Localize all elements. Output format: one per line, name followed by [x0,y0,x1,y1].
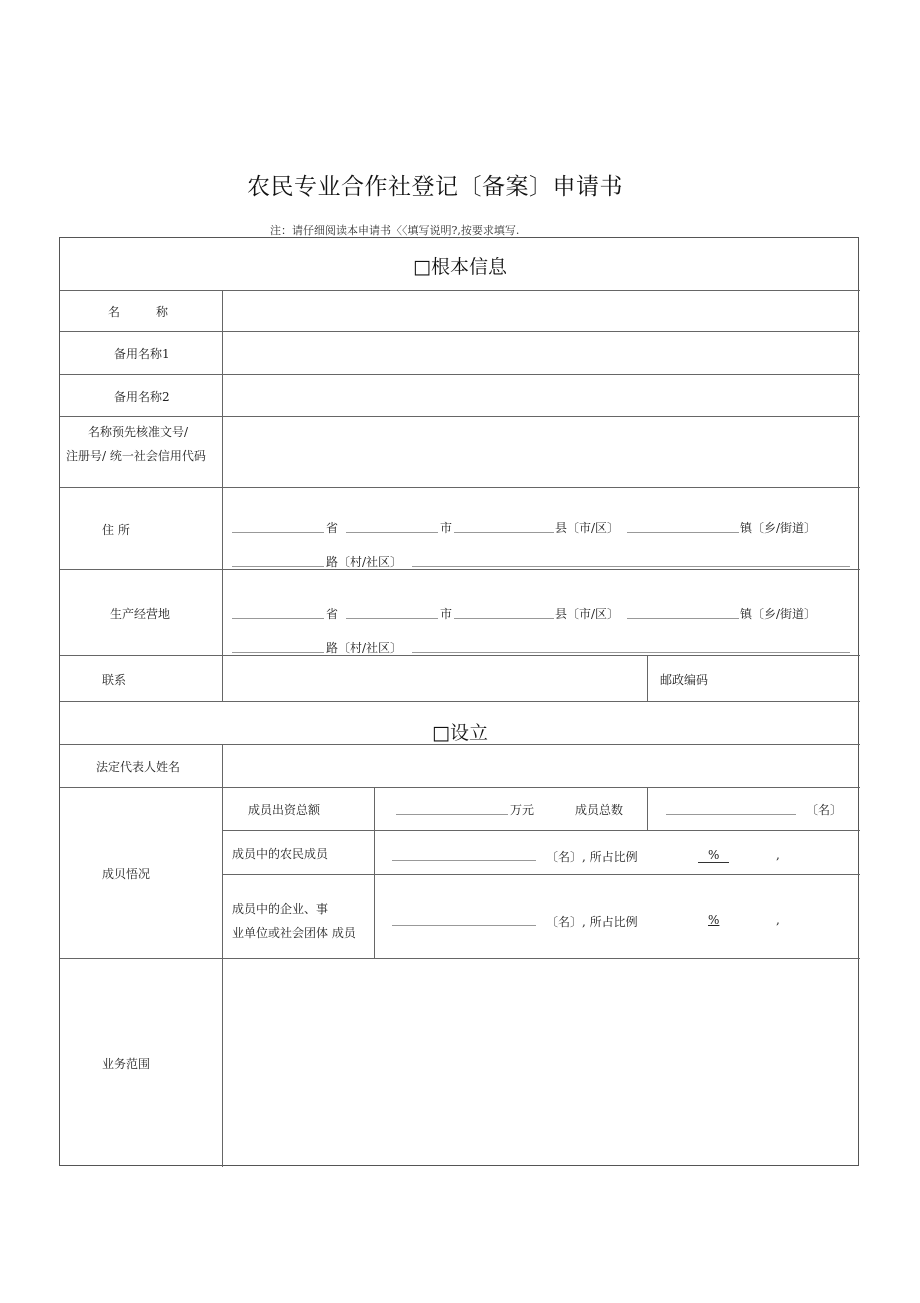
residence-road-text: 路〔村/社区〕 [326,555,403,569]
form-note: 注：请仔细阅读本申请书〈〈填写说明?,按要求填写. [270,224,520,237]
corp-comma: , [776,913,780,927]
form-title: 农民专业合作社登记〔备案〕申请书 [247,174,623,200]
residence-city-line[interactable] [346,532,438,533]
corp-members-line[interactable] [392,925,536,926]
farmer-comma: , [776,848,780,862]
farmer-ratio-text: 〔名〕, 所占比例 [546,850,638,864]
capital-unit: 万元 [510,803,535,817]
label-farmer-members: 成员中的农民成员 [232,847,329,861]
production-town-text: 镇〔乡/街道〕 [740,607,817,621]
production-city-line[interactable] [346,618,438,619]
corp-ratio-text: 〔名〕, 所占比例 [546,915,638,929]
production-province-text: 省 [326,607,339,621]
label-alt-name-1: 备用名称1 [114,347,170,361]
label-code-line2: 注册号/ 统一社会信用代码 [66,449,206,463]
residence-road-line[interactable] [232,566,324,567]
residence-city-text: 市 [440,521,453,535]
capital-total-line[interactable] [396,814,508,815]
production-road-text: 路〔村/社区〕 [326,641,403,655]
residence-province-line[interactable] [232,532,324,533]
label-legal-rep: 法定代表人姓名 [96,760,181,774]
member-total-unit: 〔名〕 [806,803,843,817]
label-postcode: 邮政编码 [660,673,709,687]
label-code-line1: 名称预先核准文号/ [88,425,189,439]
production-province-line[interactable] [232,618,324,619]
production-city-text: 市 [440,607,453,621]
residence-province-text: 省 [326,521,339,535]
label-capital-total: 成员出资总额 [248,803,321,817]
corp-percent[interactable]: % [708,913,720,927]
application-form [59,237,859,1166]
production-detail-line[interactable] [412,652,850,653]
production-county-line[interactable] [454,618,554,619]
production-county-text: 县〔市/区〕 [555,607,620,621]
label-production-site: 生产经营地 [110,607,171,621]
farmer-members-line[interactable] [392,860,536,861]
residence-town-text: 镇〔乡/街道〕 [740,521,817,535]
residence-detail-line[interactable] [412,566,850,567]
production-town-line[interactable] [627,618,739,619]
label-alt-name-2: 备用名称2 [114,390,170,404]
label-business-scope: 业务范围 [102,1057,151,1071]
residence-town-line[interactable] [627,532,739,533]
label-corp-members-1: 成员中的企业、事 [232,902,329,916]
residence-county-text: 县〔市/区〕 [555,521,620,535]
residence-county-line[interactable] [454,532,554,533]
farmer-percent[interactable]: % [698,848,729,863]
production-road-line[interactable] [232,652,324,653]
section-establishment: □设立 [432,722,488,744]
label-name: 名 称 [108,305,169,319]
label-corp-members-2: 业单位或社会团体 成员 [232,926,356,940]
label-member-total: 成员总数 [575,803,624,817]
section-basic-info: □根本信息 [413,256,507,278]
label-residence: 住 所 [102,523,130,537]
label-contact: 联系 [102,673,127,687]
label-members: 成贝悟况 [102,867,151,881]
member-total-line[interactable] [666,814,796,815]
